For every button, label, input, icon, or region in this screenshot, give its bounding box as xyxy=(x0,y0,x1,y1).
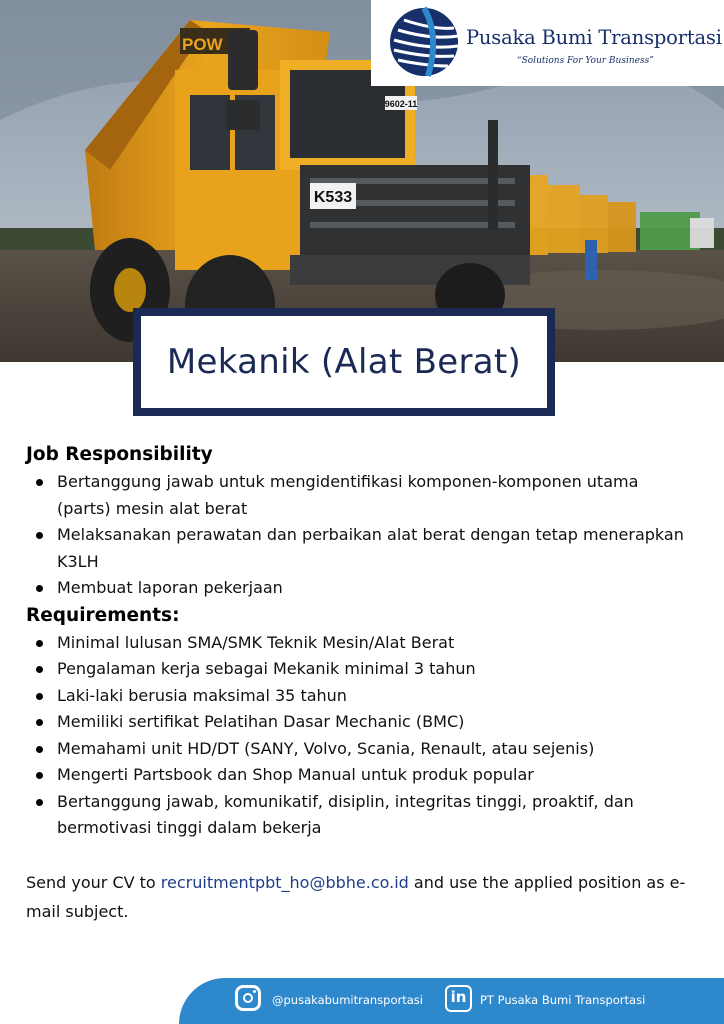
job-title: Mekanik (Alat Berat) xyxy=(166,342,522,382)
linkedin-icon[interactable]: in xyxy=(445,985,472,1012)
truck-number: 9602-11 xyxy=(384,99,418,109)
list-item: Pengalaman kerja sebagai Mekanik minimal 3 tahun xyxy=(26,656,696,683)
job-details xyxy=(26,441,696,842)
instagram-handle[interactable]: @pusakabumitransportasi xyxy=(272,993,423,1007)
globe-logo-icon xyxy=(388,6,460,78)
bullet-icon xyxy=(36,640,43,647)
cta-prefix: Send your CV to xyxy=(26,873,161,892)
list-item: Bertanggung jawab untuk mengidentifikasi komponen-komponen utama (parts) mesin alat berat xyxy=(26,469,696,522)
bullet-icon xyxy=(36,719,43,726)
bullet-icon xyxy=(36,585,43,592)
requirements-heading: Requirements: xyxy=(26,604,180,626)
bullet-icon xyxy=(36,799,43,806)
list-item: Bertanggung jawab, komunikatif, disiplin, integritas tinggi, proaktif, dan bermotivasi tinggi dalam bekerja xyxy=(26,789,696,842)
company-name: Pusaka Bumi Transportasi xyxy=(466,26,722,49)
bullet-icon xyxy=(36,532,43,539)
job-title-frame xyxy=(133,308,555,416)
requirements-list xyxy=(26,630,696,842)
bullet-icon xyxy=(36,479,43,486)
list-item: Minimal lulusan SMA/SMK Teknik Mesin/Alat Berat xyxy=(26,630,696,657)
linkedin-name[interactable]: PT Pusaka Bumi Transportasi xyxy=(480,993,646,1007)
bullet-icon xyxy=(36,693,43,700)
list-item: Memahami unit HD/DT (SANY, Volvo, Scania, Renault, atau sejenis) xyxy=(26,736,696,763)
bullet-icon xyxy=(36,666,43,673)
job-title-panel xyxy=(141,316,547,408)
social-footer xyxy=(179,978,724,1024)
list-item: Membuat laporan pekerjaan xyxy=(26,575,696,602)
list-item: Laki-laki berusia maksimal 35 tahun xyxy=(26,683,696,710)
responsibilities-list xyxy=(26,469,696,602)
truck-plate: K533 xyxy=(313,189,353,206)
truck-brand: POW xyxy=(182,35,223,54)
list-item: Melaksanakan perawatan dan perbaikan alat berat dengan tetap menerapkan K3LH xyxy=(26,522,696,575)
list-item: Mengerti Partsbook dan Shop Manual untuk produk popular xyxy=(26,762,696,789)
bullet-icon xyxy=(36,772,43,779)
instagram-icon[interactable] xyxy=(235,985,261,1011)
cta-suffix: and use the applied position as e-mail subject. xyxy=(26,873,686,921)
application-instructions xyxy=(26,869,686,926)
list-item: Memiliki sertifikat Pelatihan Dasar Mechanic (BMC) xyxy=(26,709,696,736)
email-link[interactable]: recruitmentpbt_ho@bbhe.co.id xyxy=(160,873,409,892)
bullet-icon xyxy=(36,746,43,753)
company-logo xyxy=(371,0,724,86)
responsibilities-heading: Job Responsibility xyxy=(26,444,213,465)
company-tagline: “Solutions For Your Business” xyxy=(517,56,654,66)
